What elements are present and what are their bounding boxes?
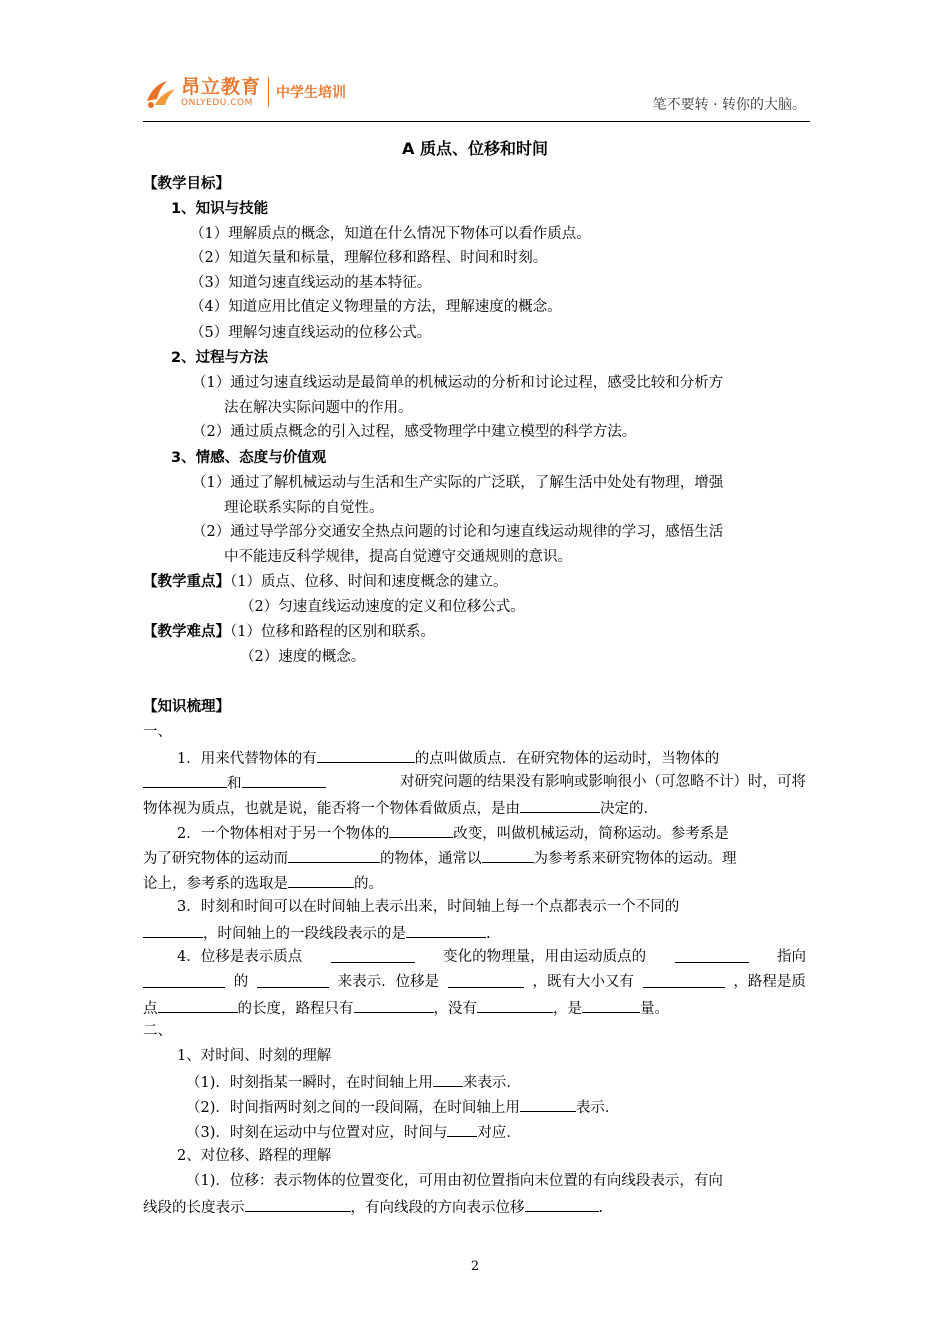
goal-item-cont: 法在解决实际问题中的作用。	[224, 400, 413, 416]
logo-subtitle: 中学生培训	[276, 85, 347, 101]
fill-blank[interactable]	[447, 1121, 477, 1137]
goals-section-2: 2、过程与方法	[171, 350, 269, 366]
fill-blank[interactable]	[482, 847, 534, 863]
fill-blank[interactable]	[582, 997, 640, 1013]
question-2-line-1: 2．一个物体相对于另一个物体的 改变，叫做机械运动，简称运动。参考系是	[177, 822, 729, 844]
fill-blank[interactable]	[448, 972, 524, 988]
fill-blank[interactable]	[245, 1196, 351, 1212]
topic-1-item: （2)．时间指两时刻之间的一段间隔，在时间轴上用 表示．	[186, 1096, 619, 1118]
question-1-line-3: 物体视为质点，也就是说，能否将一个物体看做质点，是由 决定的．	[143, 797, 658, 819]
fill-blank[interactable]	[143, 772, 227, 788]
question-1-line-1: 1．用来代替物体的有 的点叫做质点．在研究物体的运动时，当物体的	[177, 747, 719, 769]
fill-blank[interactable]	[354, 997, 434, 1013]
key-points-row	[143, 572, 507, 592]
fill-blank[interactable]	[317, 747, 415, 763]
key-points-label: 【教学重点】	[143, 574, 230, 590]
goal-item: （2）通过质点概念的引入过程，感受物理学中建立模型的科学方法。	[192, 424, 637, 440]
goal-item: （4）知道应用比值定义物理量的方法，理解速度的概念。	[190, 299, 562, 315]
goal-item: （1）理解质点的概念，知道在什么情况下物体可以看作质点。	[190, 226, 591, 242]
header-rule	[143, 121, 810, 122]
knowledge-heading: 【知识梳理】	[143, 699, 230, 715]
page-header	[143, 64, 810, 122]
fill-blank[interactable]	[389, 822, 453, 838]
fill-blank[interactable]	[406, 922, 486, 938]
topic-1-item: （3)．时刻在运动中与位置对应，时间与 对应．	[186, 1121, 521, 1143]
fill-blank[interactable]	[288, 847, 380, 863]
question-2-line-2: 为了研究物体的运动而 的物体，通常以 为参考系来研究物体的运动。理	[143, 847, 737, 869]
question-3-line-1: 3．时刻和时间可以在时间轴上表示出来，时间轴上每一个点都表示一个不同的	[177, 899, 680, 915]
fill-blank[interactable]	[477, 997, 553, 1013]
question-3-line-2: ，时间轴上的一段线段表示的是 .	[143, 922, 491, 944]
fill-blank[interactable]	[675, 947, 749, 963]
fill-blank[interactable]	[433, 1071, 463, 1087]
fill-blank[interactable]	[525, 1196, 599, 1212]
logo-chinese-name: 昂立教育	[181, 75, 262, 98]
question-1-line-2: 和 对研究问题的结果没有影响或影响很小（可忽略不计）时，可将	[143, 772, 806, 794]
goal-item: （1）通过匀速直线运动是最简单的机械运动的分析和讨论过程，感受比较和分析方	[192, 375, 724, 391]
question-2-line-3: 论上，参考系的选取是 的。	[143, 872, 383, 894]
question-4-line-3: 点 的长度，路程只有 ，没有 ，是 量。	[143, 997, 669, 1019]
topic-2-heading: 2、对位移、路程的理解	[177, 1148, 332, 1164]
question-4-line-1: 4．位移是表示质点 变化的物理量，用由运动质点的 指向	[177, 949, 806, 965]
goal-item: （5）理解匀速直线运动的位移公式。	[190, 325, 432, 341]
fill-blank[interactable]	[288, 872, 354, 888]
topic-2-item: （1)．位移：表示物体的位置变化，可用由初位置指向末位置的有向线段表示，有向	[186, 1173, 723, 1189]
question-4-line-2: 的 来表示．位移是 ，既有大小又有 ，路程是质	[143, 972, 806, 992]
key-point: （1）质点、位移、时间和速度概念的建立。	[230, 574, 508, 590]
fill-blank[interactable]	[242, 772, 326, 788]
difficult-point: （2）速度的概念。	[240, 649, 366, 665]
fill-blank[interactable]	[331, 947, 415, 963]
goals-heading: 【教学目标】	[143, 176, 230, 192]
fill-blank[interactable]	[143, 972, 225, 988]
header-slogan: 笔不要转 · 转你的大脑。	[652, 97, 806, 113]
fill-blank[interactable]	[143, 922, 203, 938]
page-title: A 质点、位移和时间	[402, 139, 548, 158]
fill-blank[interactable]	[520, 1096, 576, 1112]
difficult-points-row	[143, 622, 435, 642]
key-point: （2）匀速直线运动速度的定义和位移公式。	[240, 599, 525, 615]
fill-blank[interactable]	[520, 797, 600, 813]
goal-item: （1）通过了解机械运动与生活和生产实际的广泛联，了解生活中处处有物理，增强	[192, 475, 724, 491]
logo-english-name: ONLYEDU.COM	[181, 97, 253, 108]
page-number: 2	[470, 1259, 480, 1274]
fill-blank[interactable]	[643, 972, 725, 988]
topic-1-item: （1)．时刻指某一瞬时，在时间轴上用 来表示．	[186, 1071, 521, 1093]
logo-divider	[268, 77, 269, 107]
topic-2-item-cont: 线段的长度表示 ，有向线段的方向表示位移 .	[143, 1196, 603, 1218]
topic-1-heading: 1、对时间、时刻的理解	[177, 1048, 332, 1064]
goal-item: （3）知道匀速直线运动的基本特征。	[190, 275, 432, 291]
difficult-points-label: 【教学难点】	[143, 624, 230, 640]
goal-item: （2）知道矢量和标量，理解位移和路程、时间和时刻。	[190, 250, 548, 266]
section-one-label: 一、	[143, 724, 172, 740]
section-two-label: 二、	[143, 1023, 172, 1039]
difficult-point: （1）位移和路程的区别和联系。	[230, 624, 435, 640]
brand-logo	[143, 70, 346, 114]
goal-item: （2）通过导学部分交通安全热点问题的讨论和匀速直线运动规律的学习，感悟生活	[192, 524, 724, 540]
fill-blank[interactable]	[158, 997, 238, 1013]
logo-mark-icon	[143, 75, 177, 109]
goals-section-3: 3、情感、态度与价值观	[171, 450, 327, 466]
goals-section-1: 1、知识与技能	[171, 201, 269, 217]
goal-item-cont: 中不能违反科学规律，提高自觉遵守交通规则的意识。	[224, 549, 572, 565]
goal-item-cont: 理论联系实际的自觉性。	[224, 500, 384, 516]
fill-blank[interactable]	[257, 972, 329, 988]
